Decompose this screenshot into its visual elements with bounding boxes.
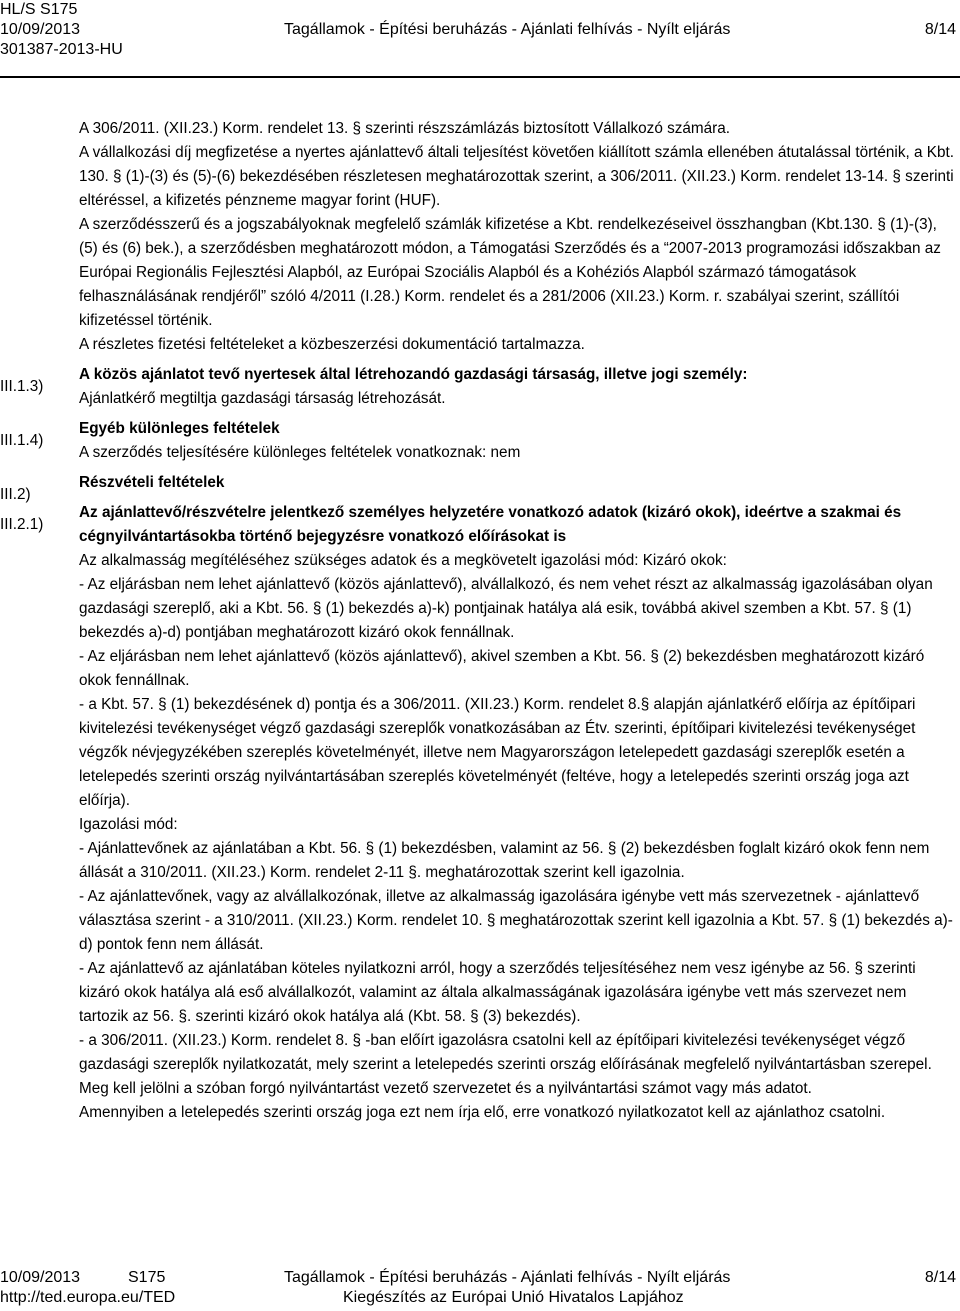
paragraph: A részletes fizetési feltételeket a közbeszerzési dokumentáció tartalmazza. bbox=[79, 336, 585, 353]
header-date: 10/09/2013 bbox=[0, 21, 81, 38]
footer-title: Tagállamok - Építési beruházás - Ajánlati felhívás - Nyílt eljárás bbox=[284, 1269, 731, 1286]
section-heading: A közös ajánlatot tevő nyertesek által létrehozandó gazdasági társaság, illetve jogi személy: bbox=[79, 366, 748, 383]
page-header bbox=[0, 0, 960, 60]
footer-url[interactable]: http://ted.europa.eu/TED bbox=[0, 1289, 176, 1306]
footer-date: 10/09/2013 bbox=[0, 1269, 81, 1286]
document-id: 301387-2013-HU bbox=[0, 41, 123, 58]
section-heading: Az ajánlattevő/részvételre jelentkező személyes helyzetére vonatkozó adatok (kizáró okok), ideértve a szakmai és cégnyilvántartásokba történő bejegyzésre vonatkozó előírásokat is bbox=[79, 504, 902, 545]
paragraph: - Ajánlattevőnek az ajánlatában a Kbt. 56. § (1) bekezdésben, valamint az 56. § (2) bekezdésben foglalt kizáró okok fenn nem állását a 310/2011. (XII.23.) Korm. rendelet 2-11 §. meghatározottak szerint kell igazolnia. bbox=[79, 840, 930, 881]
paragraph: - Az eljárásban nem lehet ajánlattevő (közös ajánlattevő), akivel szemben a Kbt. 56. § (2) bekezdésben meghatározott kizáró okok fennállnak. bbox=[79, 648, 925, 689]
footer-publisher: Kiegészítés az Európai Unió Hivatalos Lapjához bbox=[343, 1289, 684, 1306]
paragraph: A 306/2011. (XII.23.) Korm. rendelet 13. § szerinti részszámlázás biztosított Vállalkozó számára. bbox=[79, 120, 730, 137]
header-title: Tagállamok - Építési beruházás - Ajánlati felhívás - Nyílt eljárás bbox=[284, 21, 731, 38]
page-footer bbox=[0, 1268, 960, 1308]
section-heading: Részvételi feltételek bbox=[79, 474, 225, 491]
paragraph: A vállalkozási díj megfizetése a nyertes ajánlattevő általi teljesítést követően kiállított számla ellenében átutalással történik, a Kbt. 130. § (1)-(3) és (5)-(6) bekezdésében részletesen meghatározottak szerint, a 306/2011. (XII.23.) Korm. rendelet 13-14. § szerinti eltéréssel, a kifizetés pénzneme magyar forint (HUF). bbox=[79, 144, 954, 209]
header-divider bbox=[0, 76, 960, 78]
footer-page-number: 8/14 bbox=[924, 1269, 956, 1286]
footer-series: S175 bbox=[128, 1269, 166, 1286]
section-number-iii-1-4: III.1.4) bbox=[0, 432, 44, 449]
journal-code: HL/S S175 bbox=[0, 1, 78, 18]
section-number-iii-1-3: III.1.3) bbox=[0, 378, 44, 395]
paragraph: Amennyiben a letelepedés szerinti ország joga ezt nem írja elő, erre vonatkozó nyilatkozatot kell az ajánlathoz csatolni. bbox=[79, 1104, 886, 1121]
paragraph: - Az ajánlattevő az ajánlatában köteles nyilatkozni arról, hogy a szerződés teljesítéséhez nem vesz igénybe az 56. § szerinti kizáró okok hatálya alá eső alvállalkozót, valamint az általa alkalmasságának igazolására igénybe vett más szervezet nem tartozik az 56. §. szerinti kizáró okok hatálya alá (Kbt. 58. § (3) bekezdés). bbox=[79, 960, 916, 1025]
paragraph: Ajánlatkérő megtiltja gazdasági társaság létrehozását. bbox=[79, 390, 446, 407]
paragraph: A szerződésszerű és a jogszabályoknak megfelelő számlák kifizetése a Kbt. rendelkezéseivel összhangban (Kbt.130. § (1)-(3), (5) és (6) bek.), a szerződésben meghatározott módon, a Támogatási Szerződés és a “2007-2013 programozási időszakban az Európai Regionális Fejlesztési Alapból, az Európai Szociális Alapból és a Kohéziós Alapból származó támogatások felhasználásának rendjéről” szóló 4/2011 (I.28.) Korm. rendelet és a 281/2006 (XII.23.) Korm. r. szabályai szerint, szállítói kifizetéssel történik. bbox=[79, 216, 941, 329]
section-number-iii-2-1: III.2.1) bbox=[0, 516, 44, 533]
paragraph: - Az eljárásban nem lehet ajánlattevő (közös ajánlattevő), alvállalkozó, és nem vehet részt az alkalmasság igazolásában olyan gazdasági szereplő, aki a Kbt. 56. § (1) bekezdés a)-k) pontjainak hatálya alá esik, továbbá akivel szemben a Kbt. 57. § (1) bekezdés a)-d) pontjában meghatározott kizáró okok fennállnak. bbox=[79, 576, 933, 641]
section-number-iii-2: III.2) bbox=[0, 486, 31, 503]
header-page-number: 8/14 bbox=[924, 21, 956, 38]
paragraph: - a Kbt. 57. § (1) bekezdésének d) pontja és a 306/2011. (XII.23.) Korm. rendelet 8.§ alapján ajánlatkérő előírja az építőipari kivitelezési tevékenységet végző gazdasági szereplők vonatkozásában az Étv. szerinti, építőipari kivitelezési tevékenységet végzők névjegyzékében szereplés követelményét, illetve nem Magyarországon letelepedett gazdasági szereplők esetén a letelepedés szerinti ország nyilvántartásában szereplés követelményét (feltéve, hogy a letelepedés szerinti ország joga azt előírja). bbox=[79, 696, 916, 809]
paragraph: Igazolási mód: bbox=[79, 816, 178, 833]
paragraph: - Az ajánlattevőnek, vagy az alvállalkozónak, illetve az alkalmasság igazolására igénybe vett más szervezetnek - ajánlattevő választása szerint - a 310/2011. (XII.23.) Korm. rendelet 10. § meghatározottak szerint kell igazolnia a Kbt. 57. § (1) bekezdés a)-d) pontok fenn nem állását. bbox=[79, 888, 953, 953]
paragraph: Az alkalmasság megítéléséhez szükséges adatok és a megkövetelt igazolási mód: Kizáró okok: bbox=[79, 552, 727, 569]
document-body bbox=[79, 117, 959, 1125]
paragraph: - a 306/2011. (XII.23.) Korm. rendelet 8. § -ban előírt igazolásra csatolni kell az építőipari kivitelezési tevékenységet végző gazdasági szereplők nyilatkozatát, mely szerint a letelepedés szerinti ország előírásának megfelelő nyilvántartásban szerepel. Meg kell jelölni a szóban forgó nyilvántartást vezető szervezetet és a nyilvántartási számot vagy más adatot. bbox=[79, 1032, 932, 1097]
section-heading: Egyéb különleges feltételek bbox=[79, 420, 280, 437]
paragraph: A szerződés teljesítésére különleges feltételek vonatkoznak: nem bbox=[79, 444, 521, 461]
